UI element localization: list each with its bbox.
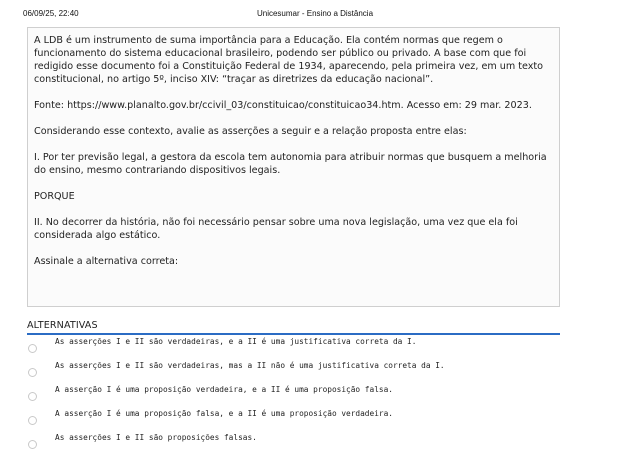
alternative-label: A asserção I é uma proposição falsa, e a II é uma proposição verdadeira. <box>55 409 393 418</box>
alternative-option-d[interactable] <box>27 409 560 429</box>
question-statement <box>27 27 560 307</box>
question-instruction: Assinale a alternativa correta: <box>34 256 179 267</box>
question-paragraph-prompt: Considerando esse contexto, avalie as asserções a seguir e a relação proposta entre elas: <box>34 126 467 137</box>
radio-button-icon[interactable] <box>28 440 37 449</box>
print-header <box>0 9 630 21</box>
print-datetime: 06/09/25, 22:40 <box>23 9 79 18</box>
alternative-label: As asserções I e II são proposições falsas. <box>55 433 257 442</box>
alternatives-heading: ALTERNATIVAS <box>27 320 98 331</box>
radio-button-icon[interactable] <box>28 416 37 425</box>
question-paragraph-context: A LDB é um instrumento de suma importância para a Educação. Ela contém normas que regem o funcionamento do sistema educacional brasileiro, podendo ser público ou privado. A base com que foi redigido esse documento foi a Constituição Federal de 1934, aparecendo, pela primeira vez, em um texto constitucional, no artigo 5º, inciso XIV: “traçar as diretrizes da educação nacional”. <box>34 35 544 85</box>
radio-button-icon[interactable] <box>28 368 37 377</box>
radio-button-icon[interactable] <box>28 344 37 353</box>
alternative-label: A asserção I é uma proposição verdadeira, e a II é uma proposição falsa. <box>55 385 393 394</box>
assertion-one: I. Por ter previsão legal, a gestora da escola tem autonomia para atribuir normas que busquem a melhoria do ensino, mesmo contrariando dispositivos legais. <box>34 152 547 176</box>
alternative-option-c[interactable] <box>27 385 560 405</box>
alternative-label: As asserções I e II são verdadeiras, e a II é uma justificativa correta da I. <box>55 337 417 346</box>
print-page-title: Unicesumar - Ensino a Distância <box>256 9 374 18</box>
alternative-option-a[interactable] <box>27 337 560 357</box>
alternatives-section <box>27 319 560 442</box>
porque-connector: PORQUE <box>34 191 75 202</box>
question-paragraph-source: Fonte: https://www.planalto.gov.br/ccivil_03/constituicao/constituicao34.htm. Acesso em: 29 mar. 2023. <box>34 100 532 111</box>
alternatives-divider <box>27 333 560 335</box>
alternative-option-b[interactable] <box>27 361 560 381</box>
alternative-label: As asserções I e II são verdadeiras, mas a II não é uma justificativa correta da I. <box>55 361 445 370</box>
alternative-option-e[interactable] <box>27 433 560 453</box>
assertion-two: II. No decorrer da história, não foi necessário pensar sobre uma nova legislação, uma vez que ela foi considerada algo estático. <box>34 217 518 241</box>
radio-button-icon[interactable] <box>28 392 37 401</box>
